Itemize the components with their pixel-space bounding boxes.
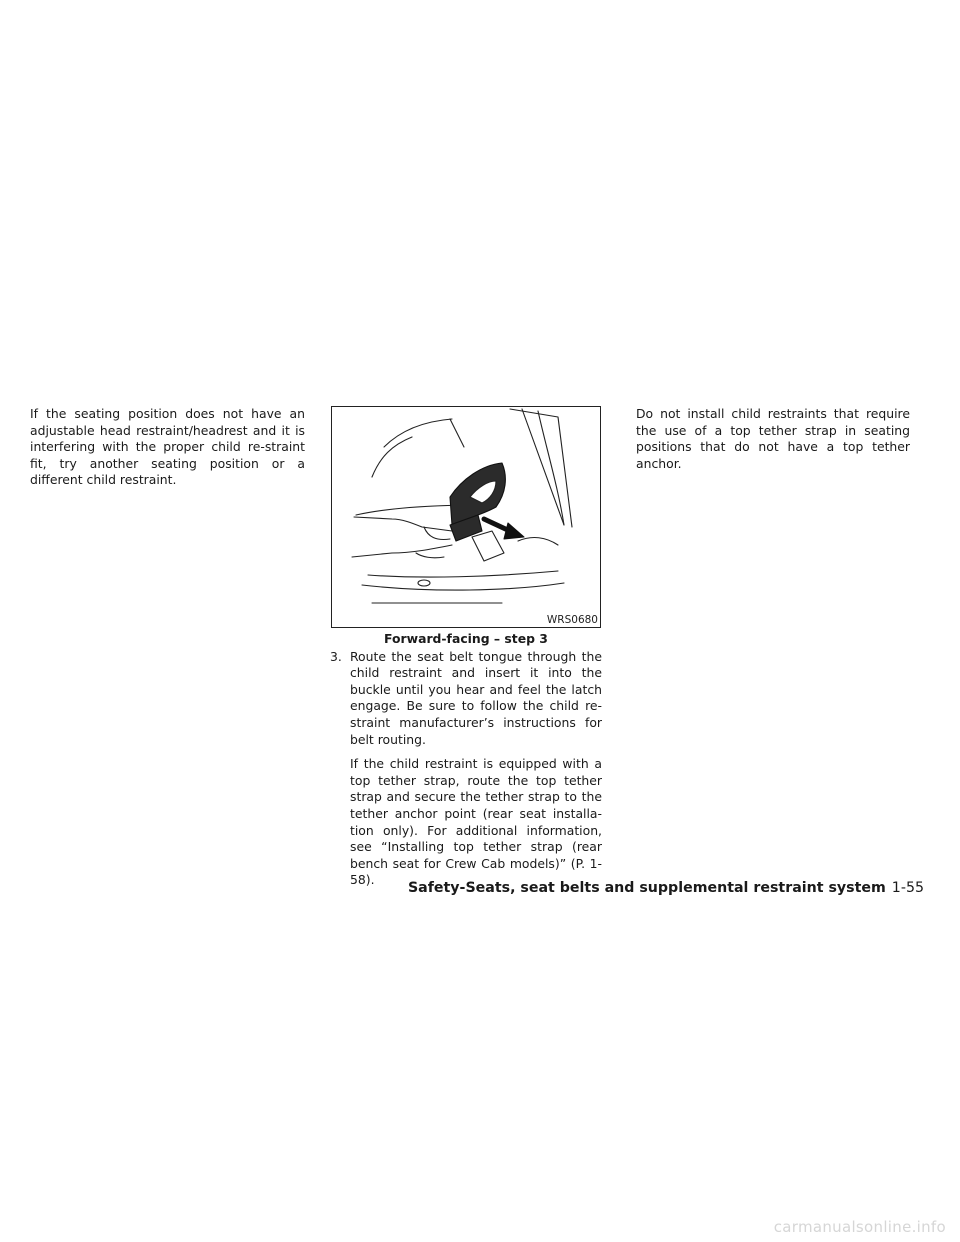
footer-section-title: Safety-Seats, seat belts and supplemental restraint system: [407, 880, 886, 896]
watermark: carmanualsonline.info: [773, 1218, 946, 1236]
tether-warning-paragraph: Do not install child restraints that require the use of a top tether strap in seating positions that do not have a top tether anchor.: [636, 406, 910, 471]
step-tether-note: If the child restraint is equipped with a top tether strap, route the top tether strap and secure the tether strap to the tether anchor point (rear seat installa-tion only). For additional information, see “Installing top tether strap (rear bench seat for Crew Cab models)” (P. 1-58).: [350, 756, 602, 888]
middle-column: [330, 406, 602, 889]
step-number: 3.: [330, 648, 342, 664]
figure-caption: Forward-facing – step 3: [384, 631, 548, 646]
page-footer: [408, 880, 924, 896]
figure-code: WRS0680: [546, 614, 598, 626]
forward-facing-figure: [331, 406, 601, 628]
step-3: [330, 649, 602, 889]
step-body: [350, 649, 602, 889]
right-column: [636, 406, 910, 472]
child-seat-belt-routing-illustration: [332, 407, 600, 627]
head-restraint-paragraph: If the seating position does not have an adjustable head restraint/headrest and it is interfering with the proper child re-straint fit, try another seating position or a different child restraint.: [30, 406, 305, 488]
left-column: [30, 406, 305, 489]
step-instruction: Route the seat belt tongue through the child restraint and insert it into the buckle until you hear and feel the latch engage. Be sure to follow the child re-straint manufacturer’s instructions for belt routing.: [350, 648, 602, 747]
page-number: 1-55: [891, 880, 924, 896]
